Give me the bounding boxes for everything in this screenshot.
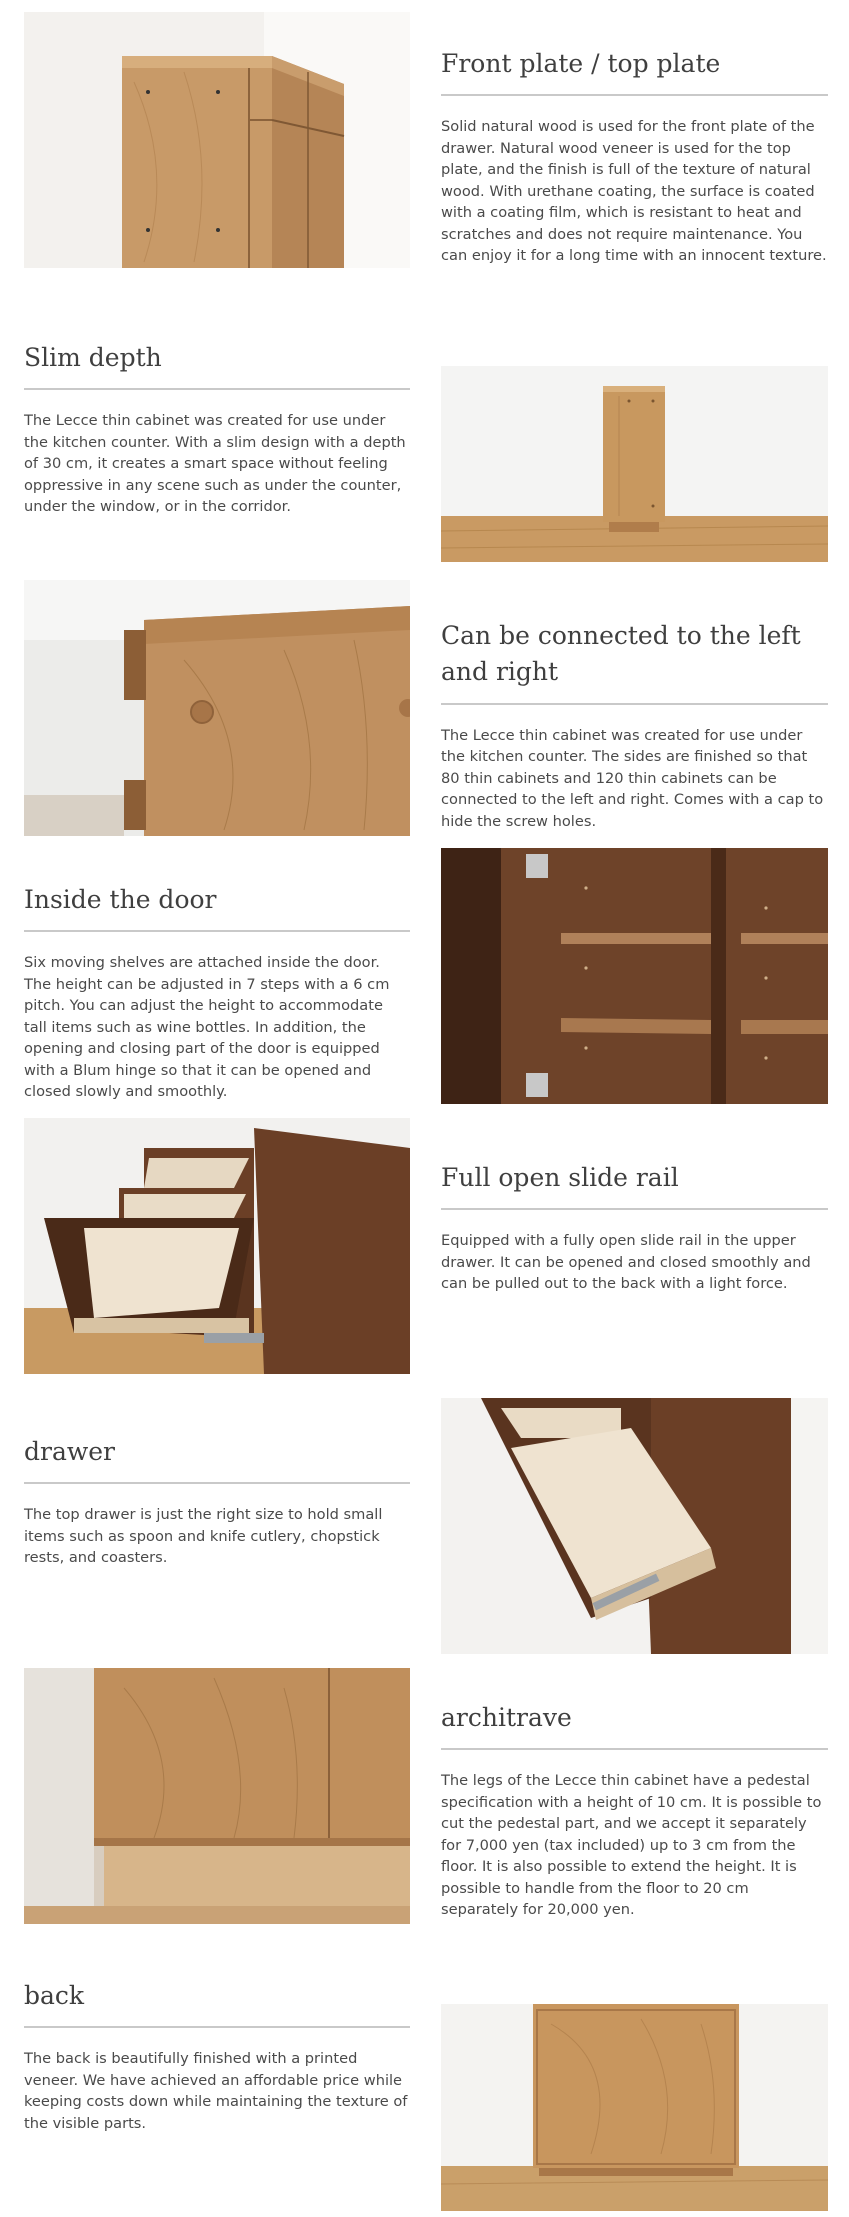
oak-pedestal-photo	[24, 1668, 410, 1924]
section-text: The Lecce thin cabinet was created for use under the kitchen counter. With a slim design with a depth of 30 cm, it creates a smart space without feeling oppressive in any scene such as under the counter, under the window, or in the corridor.	[24, 412, 406, 516]
section-title: Can be connected to the left and right	[441, 621, 801, 687]
cabinet-side-view-photo	[441, 366, 828, 562]
divider	[24, 1482, 410, 1484]
cabinet-back-photo	[441, 2004, 828, 2211]
divider	[441, 94, 828, 96]
section-back	[0, 1950, 849, 2217]
divider	[441, 1208, 828, 1210]
walnut-top-drawer-photo	[441, 1398, 828, 1654]
divider	[441, 703, 828, 705]
section-title: back	[24, 1981, 85, 2010]
section-text: The legs of the Lecce thin cabinet have a pedestal specification with a height of 10 cm. It is possible to cut the pedestal part, and we accept it separately for 7,000 yen (tax included) up to 3 cm from the floor. It is also possible to extend the height. It is possible to handle from the floor to 20 cm separately for 20,000 yen.	[441, 1772, 822, 1919]
oak-cabinet-corner-photo	[24, 12, 410, 268]
divider	[441, 1748, 828, 1750]
section-title: Full open slide rail	[441, 1163, 679, 1192]
walnut-drawers-open-photo	[24, 1118, 410, 1374]
section-text: Equipped with a fully open slide rail in the upper drawer. It can be opened and closed smoothly and can be pulled out to the back with a light force.	[441, 1232, 811, 1293]
section-drawer	[0, 1392, 849, 1662]
section-connect	[0, 580, 849, 840]
section-text: The top drawer is just the right size to hold small items such as spoon and knife cutlery, chopstick rests, and coasters.	[24, 1506, 383, 1567]
section-title: Inside the door	[24, 885, 217, 914]
section-title: Front plate / top plate	[441, 49, 721, 78]
section-title: architrave	[441, 1703, 572, 1732]
cabinet-side-cap-photo	[24, 580, 410, 836]
section-slim-depth	[0, 320, 849, 580]
section-inside-door	[0, 848, 849, 1110]
divider	[24, 930, 410, 932]
divider	[24, 2026, 410, 2028]
section-text: Solid natural wood is used for the front plate of the drawer. Natural wood veneer is used for the top plate, and the finish is full of the texture of natural wood. With urethane coating, the surface is coated with a coating film, which is resistant to heat and scratches and does not require maintenance. You can enjoy it for a long time with an innocent texture.	[441, 118, 827, 265]
divider	[24, 388, 410, 390]
section-text: The back is beautifully finished with a printed veneer. We have achieved an affordable price while keeping costs down while maintaining the texture of the visible parts.	[24, 2050, 408, 2132]
section-title: drawer	[24, 1437, 116, 1466]
section-title: Slim depth	[24, 343, 162, 372]
section-text: Six moving shelves are attached inside the door. The height can be adjusted in 7 steps with a 6 cm pitch. You can adjust the height to accommodate tall items such as wine bottles. In addition, the opening and closing part of the door is equipped with a Blum hinge so that it can be opened and closed slowly and smoothly.	[24, 954, 390, 1101]
section-text: The Lecce thin cabinet was created for use under the kitchen counter. The sides are finished so that 80 thin cabinets and 120 thin cabinets can be connected to the left and right. Comes with a cap to hide the screw holes.	[441, 726, 824, 830]
section-front-plate	[0, 0, 849, 320]
section-architrave	[0, 1662, 849, 1950]
walnut-shelves-photo	[441, 848, 828, 1104]
section-slide-rail	[0, 1118, 849, 1392]
